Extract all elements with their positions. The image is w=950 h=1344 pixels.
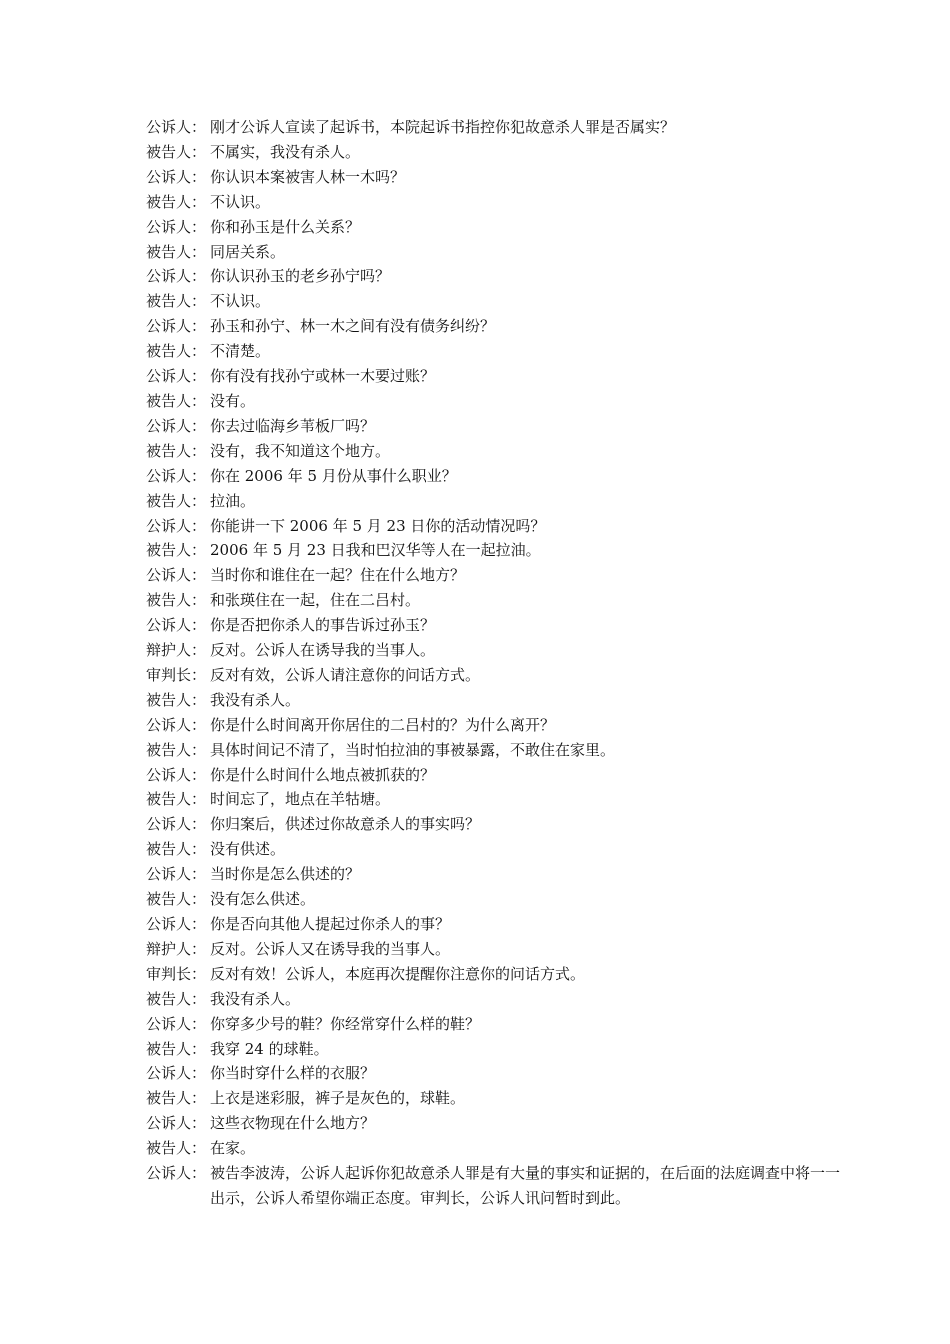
- utterance-text: 你是什么时间什么地点被抓获的？: [210, 765, 436, 784]
- utterance-text: 被告李波涛，公诉人起诉你犯故意杀人罪是有大量的事实和证据的，在后面的法庭调查中将一一出示，公诉人希望你端正态度。审判长，公诉人讯问暂时到此。: [210, 1164, 841, 1207]
- speaker-label: 公诉人：: [146, 317, 207, 336]
- transcript-line: [146, 464, 846, 489]
- utterance-text: 反对有效，公诉人请注意你的问话方式。: [210, 665, 481, 684]
- transcript-line: [146, 240, 846, 265]
- utterance-text: 反对。公诉人在诱导我的当事人。: [210, 641, 436, 660]
- utterance-text: 时间忘了，地点在羊牯塘。: [210, 790, 391, 809]
- utterance-text: 当时你和谁住在一起？住在什么地方？: [210, 566, 466, 585]
- utterance-text: 和张瑛住在一起，住在二吕村。: [210, 591, 421, 610]
- transcript-line: [146, 663, 846, 688]
- utterance-text: 你当时穿什么样的衣服？: [210, 1064, 376, 1083]
- transcript-line: [146, 937, 846, 962]
- utterance-text: 2006 年 5 月 23 日我和巴汉华等人在一起拉油。: [210, 541, 541, 560]
- transcript-line: [146, 862, 846, 887]
- transcript-line: [146, 1037, 846, 1062]
- speaker-label: 公诉人：: [146, 1164, 207, 1183]
- utterance-text: 你是否向其他人提起过你杀人的事？: [210, 915, 451, 933]
- transcript-line: [146, 538, 846, 563]
- speaker-label: 被告人：: [146, 989, 207, 1008]
- speaker-label: 公诉人：: [146, 516, 207, 535]
- speaker-label: 公诉人：: [146, 915, 207, 933]
- utterance-text: 我没有杀人。: [210, 989, 301, 1008]
- utterance-text: 拉油。: [210, 491, 256, 510]
- transcript-line: [146, 987, 846, 1012]
- transcript-line: [146, 115, 846, 140]
- speaker-label: 公诉人：: [146, 118, 207, 136]
- speaker-label: 被告人：: [146, 192, 207, 211]
- transcript-line: [146, 190, 846, 215]
- speaker-label: 公诉人：: [146, 466, 207, 485]
- speaker-label: 公诉人：: [146, 765, 207, 784]
- speaker-label: 被告人：: [146, 242, 207, 261]
- transcript-line: [146, 837, 846, 862]
- transcript-line: [146, 638, 846, 663]
- utterance-text: 你能讲一下 2006 年 5 月 23 日你的活动情况吗？: [210, 516, 546, 535]
- speaker-label: 辩护人：: [146, 939, 207, 958]
- utterance-text: 具体时间记不清了，当时怕拉油的事被暴露，不敢住在家里。: [210, 740, 616, 759]
- speaker-label: 公诉人：: [146, 815, 207, 834]
- transcript-line: [146, 314, 846, 339]
- speaker-label: 辩护人：: [146, 641, 207, 660]
- speaker-label: 公诉人：: [146, 616, 207, 635]
- court-transcript: [146, 115, 846, 1211]
- utterance-text: 上衣是迷彩服，裤子是灰色的，球鞋。: [210, 1089, 466, 1108]
- transcript-line: [146, 1161, 846, 1211]
- utterance-text: 反对。公诉人又在诱导我的当事人。: [210, 939, 451, 958]
- speaker-label: 被告人：: [146, 491, 207, 510]
- transcript-line: [146, 812, 846, 837]
- speaker-label: 被告人：: [146, 890, 207, 909]
- transcript-line: [146, 738, 846, 763]
- speaker-label: 被告人：: [146, 690, 207, 709]
- transcript-line: [146, 887, 846, 912]
- utterance-text: 没有怎么供述。: [210, 890, 316, 909]
- transcript-line: [146, 1012, 846, 1037]
- speaker-label: 被告人：: [146, 391, 207, 410]
- transcript-line: [146, 1086, 846, 1111]
- transcript-line: [146, 1111, 846, 1136]
- speaker-label: 审判长：: [146, 665, 207, 684]
- speaker-label: 公诉人：: [146, 267, 207, 286]
- speaker-label: 被告人：: [146, 790, 207, 809]
- utterance-text: 你穿多少号的鞋？你经常穿什么样的鞋？: [210, 1014, 481, 1033]
- utterance-text: 你有没有找孙宁或林一木要过账？: [210, 367, 436, 386]
- utterance-text: 你归案后，供述过你故意杀人的事实吗？: [210, 815, 481, 834]
- transcript-line: [146, 165, 846, 190]
- transcript-line: [146, 439, 846, 464]
- transcript-line: [146, 962, 846, 987]
- utterance-text: 你和孙玉是什么关系？: [210, 217, 361, 236]
- utterance-text: 刚才公诉人宣读了起诉书，本院起诉书指控你犯故意杀人罪是否属实？: [210, 118, 676, 136]
- utterance-text: 你在 2006 年 5 月份从事什么职业？: [210, 466, 457, 485]
- utterance-text: 同居关系。: [210, 242, 286, 261]
- transcript-line: [146, 1136, 846, 1161]
- speaker-label: 被告人：: [146, 1139, 207, 1158]
- utterance-text: 没有。: [210, 391, 256, 410]
- transcript-line: [146, 389, 846, 414]
- transcript-line: [146, 140, 846, 165]
- utterance-text: 没有供述。: [210, 840, 286, 859]
- utterance-text: 你是否把你杀人的事告诉过孙玉？: [210, 616, 436, 635]
- transcript-line: [146, 289, 846, 314]
- utterance-text: 没有，我不知道这个地方。: [210, 441, 391, 460]
- speaker-label: 公诉人：: [146, 416, 207, 435]
- speaker-label: 被告人：: [146, 1089, 207, 1108]
- transcript-line: [146, 713, 846, 738]
- transcript-line: [146, 613, 846, 638]
- speaker-label: 公诉人：: [146, 1064, 207, 1083]
- transcript-line: [146, 414, 846, 439]
- utterance-text: 孙玉和孙宁、林一木之间有没有债务纠纷？: [210, 317, 496, 336]
- transcript-line: [146, 763, 846, 788]
- speaker-label: 被告人：: [146, 740, 207, 759]
- transcript-line: [146, 215, 846, 240]
- speaker-label: 公诉人：: [146, 715, 207, 734]
- utterance-text: 反对有效！公诉人，本庭再次提醒你注意你的问话方式。: [210, 964, 586, 983]
- speaker-label: 公诉人：: [146, 566, 207, 585]
- speaker-label: 被告人：: [146, 342, 207, 361]
- speaker-label: 被告人：: [146, 142, 207, 161]
- transcript-line: [146, 489, 846, 514]
- speaker-label: 公诉人：: [146, 865, 207, 884]
- utterance-text: 在家。: [210, 1139, 256, 1158]
- utterance-text: 你是什么时间离开你居住的二吕村的？为什么离开？: [210, 715, 556, 734]
- utterance-text: 不认识。: [210, 192, 271, 211]
- transcript-line: [146, 264, 846, 289]
- speaker-label: 公诉人：: [146, 367, 207, 386]
- speaker-label: 被告人：: [146, 292, 207, 311]
- speaker-label: 被告人：: [146, 1039, 207, 1058]
- utterance-text: 我没有杀人。: [210, 690, 301, 709]
- transcript-line: [146, 787, 846, 812]
- speaker-label: 被告人：: [146, 541, 207, 560]
- speaker-label: 被告人：: [146, 840, 207, 859]
- utterance-text: 这些衣物现在什么地方？: [210, 1114, 376, 1133]
- transcript-line: [146, 688, 846, 713]
- utterance-text: 当时你是怎么供述的？: [210, 865, 361, 884]
- utterance-text: 你认识孙玉的老乡孙宁吗？: [210, 267, 391, 286]
- utterance-text: 我穿 24 的球鞋。: [210, 1039, 329, 1058]
- utterance-text: 你认识本案被害人林一木吗？: [210, 167, 406, 186]
- speaker-label: 被告人：: [146, 591, 207, 610]
- transcript-line: [146, 339, 846, 364]
- utterance-text: 你去过临海乡苇板厂吗？: [210, 416, 376, 435]
- transcript-line: [146, 563, 846, 588]
- utterance-text: 不认识。: [210, 292, 271, 311]
- speaker-label: 公诉人：: [146, 1014, 207, 1033]
- transcript-line: [146, 364, 846, 389]
- utterance-text: 不清楚。: [210, 342, 271, 361]
- speaker-label: 被告人：: [146, 441, 207, 460]
- transcript-line: [146, 1061, 846, 1086]
- speaker-label: 公诉人：: [146, 167, 207, 186]
- utterance-text: 不属实，我没有杀人。: [210, 142, 361, 161]
- speaker-label: 审判长：: [146, 964, 207, 983]
- speaker-label: 公诉人：: [146, 217, 207, 236]
- transcript-line: [146, 588, 846, 613]
- transcript-line: [146, 514, 846, 539]
- transcript-line: [146, 912, 846, 937]
- speaker-label: 公诉人：: [146, 1114, 207, 1133]
